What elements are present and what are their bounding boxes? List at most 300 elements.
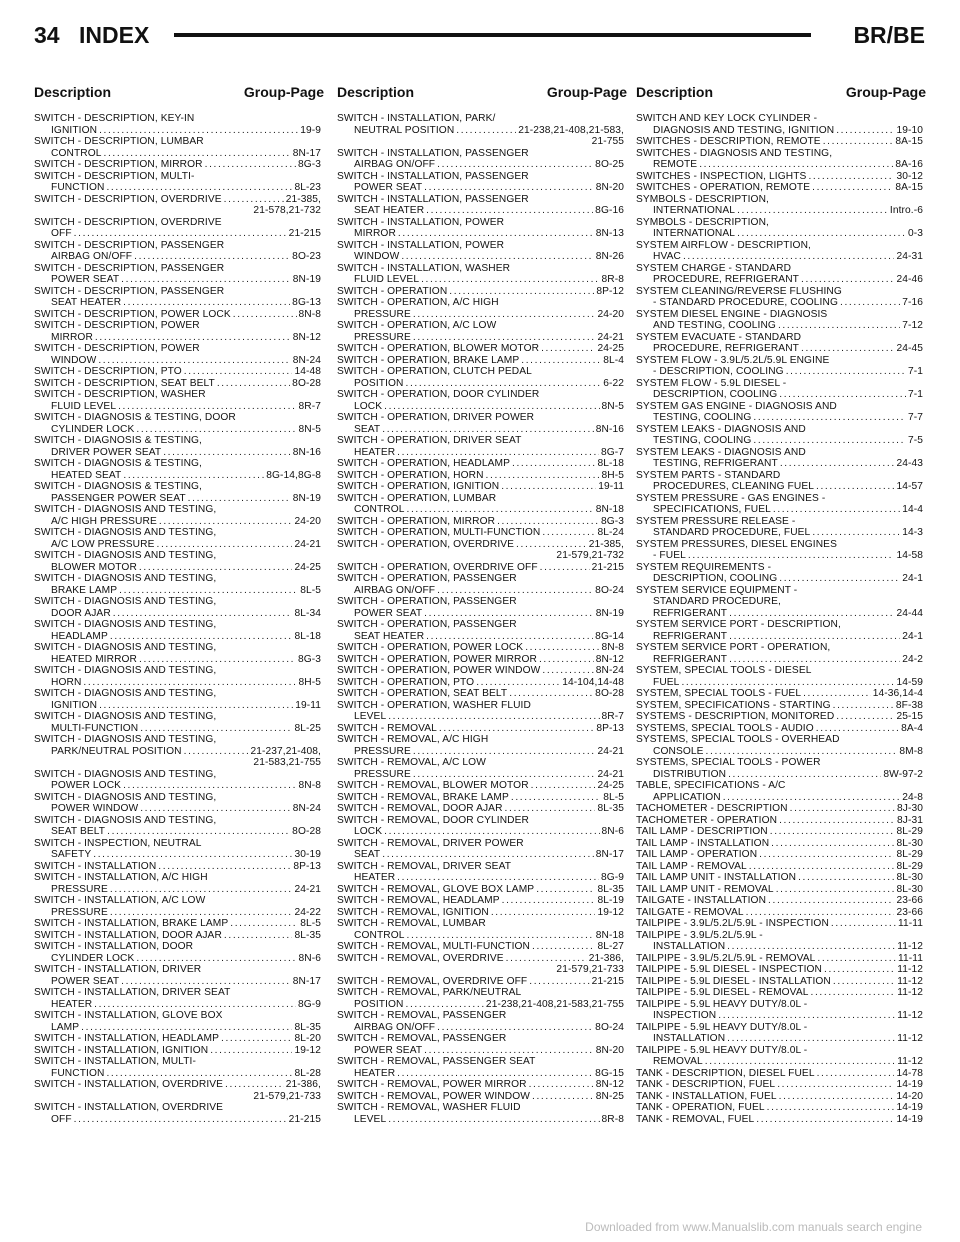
- index-entry: [636, 171, 923, 183]
- group-page-ref: 11-11: [897, 952, 923, 964]
- dot-leader: [210, 1045, 292, 1057]
- group-page-ref: 8N-24: [292, 803, 321, 814]
- dot-leader: [95, 332, 291, 344]
- index-entry: [337, 263, 624, 286]
- group-page-ref: 24-8: [902, 791, 923, 803]
- group-page-ref: 8H-5: [298, 676, 321, 688]
- dot-leader: [136, 953, 296, 965]
- dot-leader: [727, 1033, 895, 1045]
- entry-text: SWITCH - INSTALLATION, IGNITION: [34, 1044, 209, 1056]
- entry-text: SWITCH - DESCRIPTION, LUMBAR: [34, 136, 204, 147]
- entry-text: AIRBAG ON/OFF: [354, 1021, 436, 1033]
- dot-leader: [449, 286, 594, 298]
- dot-leader: [163, 447, 291, 459]
- entry-text: SYSTEM SERVICE EQUIPMENT -: [636, 584, 798, 596]
- entry-text: SWITCH - OPERATION, PASSENGER: [337, 619, 517, 630]
- index-entry: [34, 688, 321, 711]
- group-page-ref: 8R-7: [601, 711, 624, 722]
- group-page-ref: 8G-3: [600, 515, 624, 527]
- entry-text: IGNITION: [51, 124, 98, 136]
- dot-leader: [749, 861, 895, 873]
- group-page-ref: 8O-24: [595, 584, 624, 596]
- group-page-ref: 24-1: [902, 630, 923, 642]
- entry-text: TANK - DESCRIPTION, DIESEL FUEL: [636, 1067, 815, 1079]
- group-page-ref: 11-12: [897, 1056, 923, 1067]
- entry-text: TAILGATE - REMOVAL: [636, 906, 744, 918]
- dot-leader: [401, 251, 593, 263]
- index-entry: [636, 815, 923, 827]
- dot-leader: [506, 953, 587, 965]
- entry-text: SWITCH - REMOVAL, PARK/NEUTRAL: [337, 987, 522, 998]
- index-entry: [34, 159, 321, 171]
- group-page-ref: 11-11: [897, 918, 923, 929]
- entry-text: SWITCH - DIAGNOSIS AND TESTING,: [34, 665, 217, 676]
- dot-leader: [833, 976, 895, 988]
- entry-text: STANDARD PROCEDURE,: [653, 596, 781, 607]
- entry-text: SWITCH - DESCRIPTION, PTO: [34, 366, 182, 377]
- entry-text: LOCK: [354, 400, 383, 412]
- dot-leader: [110, 907, 293, 919]
- dot-leader: [437, 159, 593, 171]
- dot-leader: [140, 803, 291, 815]
- entry-text: SWITCH - DIAGNOSIS AND TESTING,: [34, 711, 217, 722]
- index-entry: [34, 1045, 321, 1057]
- entry-text: SWITCH - REMOVAL, DOOR CYLINDER: [337, 814, 529, 826]
- dot-leader: [505, 803, 596, 815]
- entry-text: TACHOMETER - DESCRIPTION: [636, 803, 788, 814]
- index-entry: [337, 148, 624, 171]
- index-entry: [34, 481, 321, 504]
- dot-leader: [511, 792, 601, 804]
- entry-text: SYSTEM LEAKS - DIAGNOSIS AND: [636, 423, 806, 435]
- index-entry: [337, 815, 624, 838]
- group-page-ref: 19-10: [896, 124, 923, 136]
- index-entry: [34, 1102, 321, 1125]
- group-page-ref: 24-25: [294, 561, 321, 573]
- group-page-ref: 8L-5: [300, 918, 321, 929]
- index-entry: [636, 907, 923, 919]
- dot-leader: [398, 228, 594, 240]
- entry-text: CYLINDER LOCK: [51, 423, 135, 435]
- index-entry: [34, 769, 321, 792]
- group-page-ref: 19-11: [295, 699, 321, 711]
- entry-text: SWITCH - OPERATION, DOOR CYLINDER: [337, 389, 540, 400]
- dot-leader: [221, 1033, 292, 1045]
- entry-text: DESCRIPTION, COOLING: [653, 573, 778, 584]
- dot-leader: [532, 941, 595, 953]
- dot-leader: [810, 987, 895, 999]
- index-entry: [337, 723, 624, 735]
- column-header-2: [337, 82, 627, 102]
- entry-text: SWITCH - OPERATION, PASSENGER: [337, 596, 517, 607]
- entry-text: SWITCHES - DIAGNOSIS AND TESTING,: [636, 147, 833, 159]
- index-entry: [337, 792, 624, 804]
- index-entry: [34, 240, 321, 263]
- dot-leader: [104, 148, 291, 160]
- group-page-ref: 8N-17: [595, 849, 624, 860]
- dot-leader: [123, 297, 290, 309]
- group-page-ref: 8O-28: [292, 377, 321, 389]
- group-page-ref: 8J-31: [897, 814, 923, 826]
- entry-text: SYSTEM REQUIREMENTS -: [636, 561, 772, 573]
- page-title: INDEX: [79, 22, 150, 48]
- index-entry: [337, 389, 624, 412]
- group-page-ref: 14-58: [896, 550, 923, 561]
- entry-text: WINDOW: [51, 354, 97, 366]
- entry-text: - FUEL: [653, 550, 686, 561]
- group-page-ref: 14-4: [902, 504, 923, 515]
- entry-text: SWITCH - OPERATION, POWER LOCK: [337, 642, 524, 653]
- entry-text: SWITCH - DESCRIPTION, POWER: [34, 320, 200, 331]
- group-page-ref: 24-45: [896, 343, 923, 354]
- entry-text: LEVEL: [354, 1113, 387, 1125]
- index-entry: [636, 378, 923, 401]
- entry-text: SYSTEM DIESEL ENGINE - DIAGNOSIS: [636, 308, 828, 320]
- index-entry: [34, 263, 321, 286]
- index-entry: [636, 1022, 923, 1045]
- group-page-ref: 14-3: [902, 527, 923, 538]
- dot-leader: [224, 194, 284, 206]
- dot-leader: [184, 746, 249, 758]
- entry-text: SYSTEMS - DESCRIPTION, MONITORED: [636, 711, 835, 722]
- column-header-3: [636, 82, 926, 102]
- dot-leader: [728, 769, 881, 781]
- group-page-ref: 8L-29: [896, 826, 923, 837]
- dot-leader: [723, 792, 900, 804]
- dot-leader: [812, 182, 893, 194]
- entry-text: SWITCH - OPERATION, BRAKE LAMP: [337, 354, 520, 366]
- entry-text: SYSTEM PARTS - STANDARD: [636, 469, 781, 481]
- group-page-ref: 8G-15: [595, 1067, 624, 1079]
- group-page-ref: 7-16: [902, 297, 923, 308]
- group-page-ref: 8O-28: [292, 826, 321, 837]
- group-page-ref: 8N-19: [595, 607, 624, 619]
- entry-text: SWITCH - OPERATION, LUMBAR: [337, 492, 497, 504]
- entry-text: SWITCH - DESCRIPTION, OVERDRIVE: [34, 193, 222, 205]
- index-entry: [636, 470, 923, 493]
- index-entry: [636, 332, 923, 355]
- entry-text: SYSTEM SERVICE PORT - OPERATION,: [636, 642, 831, 653]
- entry-text: TESTING, REFRIGERANT: [653, 458, 778, 469]
- group-page-ref: 8N-17: [292, 147, 321, 159]
- dot-leader: [107, 826, 290, 838]
- entry-text: SWITCH - OPERATION, MIRROR: [337, 515, 496, 527]
- page-header: [34, 20, 925, 54]
- entry-text: INSTALLATION: [653, 941, 726, 952]
- entry-text: SEAT HEATER: [51, 297, 122, 308]
- entry-text: SWITCH - REMOVAL, POWER WINDOW: [337, 1090, 530, 1102]
- group-page-ref: 8N-19: [292, 274, 321, 285]
- entry-text: SPECIFICATIONS, FUEL: [653, 504, 771, 515]
- index-entry: [337, 320, 624, 343]
- entry-text: SWITCH - REMOVAL, POWER MIRROR: [337, 1079, 527, 1090]
- dot-leader: [139, 654, 296, 666]
- index-entry: [34, 838, 321, 861]
- entry-text: TAIL LAMP UNIT - INSTALLATION: [636, 872, 797, 883]
- group-page-ref: 8G-14: [595, 630, 624, 642]
- group-page-ref: 21-215: [288, 1113, 321, 1125]
- group-page-ref: 8G-14,8G-8: [266, 469, 321, 481]
- entry-text: OFF: [51, 1113, 72, 1125]
- column-header-1: [34, 82, 324, 102]
- dot-leader: [421, 274, 599, 286]
- group-page-ref: 8L-4: [603, 354, 624, 366]
- entry-text: SYSTEM GAS ENGINE - DIAGNOSIS AND: [636, 400, 837, 412]
- index-entry: [337, 654, 624, 666]
- index-column-2: [337, 113, 624, 1125]
- dot-leader: [780, 458, 895, 470]
- group-page-ref: 21-386,: [285, 1079, 321, 1090]
- entry-text: SWITCH - DESCRIPTION, KEY-IN: [34, 113, 195, 124]
- group-page-ref: 8A-16: [895, 159, 923, 170]
- dot-leader: [541, 343, 595, 355]
- dot-leader: [778, 320, 900, 332]
- index-entry: [337, 171, 624, 194]
- entry-text: DIAGNOSIS AND TESTING, IGNITION: [653, 124, 835, 136]
- group-page-ref: 8N-16: [595, 423, 624, 435]
- dot-leader: [729, 654, 900, 666]
- index-entry: [337, 286, 624, 298]
- dot-leader: [397, 872, 599, 884]
- group-page-ref: 8L-30: [896, 872, 923, 883]
- entry-text: SWITCH - OPERATION, HEADLAMP: [337, 458, 510, 469]
- entry-text: SYSTEM FLOW - 5.9L DIESEL -: [636, 377, 787, 389]
- index-entry: [34, 861, 321, 873]
- entry-text: SWITCH - OPERATION, DRIVER POWER: [337, 412, 535, 423]
- entry-text: PRESSURE: [51, 906, 108, 918]
- index-entry: [636, 780, 923, 803]
- index-entry: [337, 642, 624, 654]
- entry-text: SWITCHES - DESCRIPTION, REMOTE: [636, 136, 821, 147]
- entry-text: TAILPIPE - 3.9L/5.2L/5.9L - INSPECTION: [636, 918, 829, 929]
- index-entry: [337, 470, 624, 482]
- index-entry: [636, 688, 923, 700]
- dot-leader: [382, 424, 593, 436]
- entry-text: PROCEDURE, REFRIGERANT: [653, 274, 799, 285]
- model-code: BR/BE: [853, 22, 925, 48]
- entry-text: SWITCH - DIAGNOSIS AND TESTING,: [34, 550, 217, 561]
- entry-text: PRESSURE: [354, 331, 411, 343]
- dot-leader: [525, 642, 599, 654]
- group-page-ref: Intro.-6: [889, 205, 923, 216]
- entry-text: LAMP: [51, 1021, 80, 1033]
- index-entry: [337, 366, 624, 389]
- entry-text: A/C HIGH PRESSURE: [51, 515, 157, 527]
- group-page-ref: 8L-29: [896, 860, 923, 872]
- entry-text: APPLICATION: [653, 791, 721, 803]
- dot-leader: [81, 1022, 292, 1034]
- dot-leader: [158, 861, 291, 873]
- group-page-ref: 8L-23: [294, 182, 321, 193]
- dot-leader: [727, 941, 895, 953]
- group-page-ref: 8N-5: [601, 400, 624, 412]
- entry-text: SWITCH - OPERATION: [337, 285, 448, 297]
- group-page-ref: 21-215: [288, 228, 321, 239]
- index-entry: [636, 217, 923, 240]
- dot-leader: [388, 1114, 599, 1126]
- group-page-ref: 8L-18: [294, 630, 321, 642]
- entry-text: PRESSURE: [354, 745, 411, 757]
- dot-leader: [118, 401, 296, 413]
- entry-text: SWITCH - OPERATION, MULTI-FUNCTION: [337, 527, 541, 538]
- index-entry: [337, 884, 624, 896]
- group-page-ref: 24-21: [597, 331, 624, 343]
- entry-text: SWITCH - INSTALLATION: [34, 860, 157, 872]
- dot-leader: [746, 907, 895, 919]
- dot-leader: [159, 516, 293, 528]
- entry-text: SYSTEM FLOW - 3.9L/5.2L/5.9L ENGINE: [636, 354, 830, 366]
- group-page-ref: 19-12: [597, 906, 624, 918]
- dot-leader: [773, 504, 900, 516]
- group-page-ref: 23-66: [896, 895, 923, 906]
- dot-leader: [824, 964, 895, 976]
- entry-text: SWITCH - DIAGNOSIS & TESTING,: [34, 435, 202, 446]
- entry-text: SWITCH - OPERATION, HORN: [337, 469, 484, 481]
- group-page-ref: 8O-24: [595, 1021, 624, 1033]
- entry-text: SWITCH - DIAGNOSIS & TESTING,: [34, 458, 202, 469]
- dot-leader: [808, 171, 894, 183]
- index-entry: [337, 527, 624, 539]
- entry-text: SWITCH - OPERATION, PASSENGER: [337, 573, 517, 584]
- group-page-ref: 8N-24: [292, 354, 321, 366]
- group-page-ref: 8N-24: [595, 665, 624, 676]
- group-page-ref: 21-386,: [588, 952, 624, 964]
- dot-leader: [536, 884, 595, 896]
- entry-text: TAIL LAMP - REMOVAL: [636, 860, 747, 872]
- index-entry: [337, 1056, 624, 1079]
- index-entry: [337, 803, 624, 815]
- group-page-ref: 8L-19: [597, 895, 624, 906]
- entry-text: SWITCH - DIAGNOSIS & TESTING,: [34, 481, 202, 492]
- group-page-ref-continued: 21-579,21-732: [556, 550, 624, 561]
- dot-leader: [688, 550, 895, 562]
- group-page-ref: 8G-7: [600, 446, 624, 458]
- dot-leader: [767, 1102, 895, 1114]
- entry-text: SYSTEMS, SPECIAL TOOLS - OVERHEAD: [636, 734, 840, 745]
- entry-text: POWER LOCK: [51, 780, 122, 791]
- index-entry: [337, 734, 624, 757]
- entry-text: CONTROL: [51, 147, 102, 159]
- group-page-ref: 8L-25: [294, 722, 321, 734]
- index-column-3: [636, 113, 923, 1125]
- group-page-ref: 14-57: [896, 481, 923, 492]
- dot-leader: [397, 447, 599, 459]
- index-entry: [34, 136, 321, 159]
- index-entry: [636, 700, 923, 712]
- entry-text: REMOVAL: [653, 1056, 703, 1067]
- group-page-ref: 8N-20: [595, 182, 624, 193]
- entry-text: STANDARD PROCEDURE, FUEL: [653, 527, 811, 538]
- index-entry: [636, 838, 923, 850]
- entry-text: SEAT: [354, 849, 381, 860]
- dot-leader: [139, 562, 293, 574]
- group-page-ref: 21-238,21-408,21-583,: [518, 124, 624, 136]
- index-entry: [636, 355, 923, 378]
- entry-text: INTERNATIONAL: [653, 228, 736, 239]
- entry-text: HEATED SEAT: [51, 469, 122, 481]
- entry-text: SYSTEM AIRFLOW - DESCRIPTION,: [636, 239, 811, 251]
- index-entry: [34, 1056, 321, 1079]
- entry-text: AIRBAG ON/OFF: [354, 584, 436, 596]
- dot-leader: [729, 608, 894, 620]
- entry-text: SWITCH - REMOVAL, OVERDRIVE OFF: [337, 975, 528, 987]
- entry-text: SEAT: [354, 423, 381, 435]
- group-page-ref: 7-1: [907, 389, 923, 400]
- entry-text: SWITCH - INSTALLATION, PASSENGER: [337, 147, 529, 159]
- dot-leader: [74, 228, 287, 240]
- entry-text: SWITCH - INSTALLATION, A/C LOW: [34, 895, 206, 906]
- dot-leader: [768, 895, 894, 907]
- index-entry: [337, 757, 624, 780]
- index-entry: [337, 113, 624, 148]
- dot-leader: [486, 470, 600, 482]
- entry-text: TAIL LAMP - DESCRIPTION: [636, 826, 768, 837]
- group-page-ref: 8O-28: [595, 688, 624, 699]
- group-page-ref: 8L-35: [294, 929, 321, 941]
- group-page-ref: 11-12: [897, 987, 923, 998]
- dot-leader: [501, 481, 596, 493]
- index-entry: [34, 389, 321, 412]
- entry-text: TACHOMETER - OPERATION: [636, 814, 778, 826]
- index-entry: [636, 447, 923, 470]
- dot-leader: [705, 1056, 895, 1068]
- entry-text: SWITCHES - OPERATION, REMOTE: [636, 182, 811, 193]
- dot-leader: [94, 999, 296, 1011]
- entry-text: SWITCH - OPERATION, DRIVER SEAT: [337, 435, 522, 446]
- dot-leader: [786, 366, 906, 378]
- entry-text: SWITCH - INSTALLATION, WASHER: [337, 262, 511, 274]
- entry-text: SWITCH - INSPECTION, NEUTRAL: [34, 837, 202, 849]
- dot-leader: [476, 677, 560, 689]
- group-page-ref: 8N-18: [595, 929, 624, 941]
- entry-text: SWITCH - REMOVAL, OVERDRIVE: [337, 952, 504, 964]
- entry-text: SWITCH - REMOVAL, HEADLAMP: [337, 895, 500, 906]
- entry-text: HEATER: [354, 872, 396, 883]
- dot-leader: [225, 1079, 284, 1091]
- group-page-ref: 8L-29: [896, 849, 923, 860]
- dot-leader: [770, 826, 895, 838]
- index-entry: [34, 366, 321, 378]
- index-entry: [34, 286, 321, 309]
- entry-text: SWITCH - DIAGNOSIS AND TESTING,: [34, 619, 217, 630]
- index-entry: [337, 297, 624, 320]
- dot-leader: [681, 677, 894, 689]
- group-page-ref: 7-7: [907, 412, 923, 423]
- dot-leader: [737, 228, 906, 240]
- entry-text: REFRIGERANT: [653, 607, 728, 619]
- group-page-ref: 8F-38: [895, 699, 923, 711]
- index-entry: [34, 734, 321, 769]
- dot-leader: [516, 539, 587, 551]
- group-page-ref: 24-46: [896, 274, 923, 285]
- group-page-ref: 8L-30: [896, 883, 923, 895]
- index-entry: [34, 435, 321, 458]
- entry-text: TANK - INSTALLATION, FUEL: [636, 1090, 777, 1102]
- index-entry: [34, 309, 321, 321]
- index-entry: [636, 861, 923, 873]
- dot-leader: [779, 815, 895, 827]
- entry-text: SWITCH - DESCRIPTION, PASSENGER: [34, 285, 225, 297]
- group-page-ref: 8N-8: [298, 308, 321, 320]
- group-page-ref: 8N-8: [601, 642, 624, 653]
- group-page-ref: 0-3: [907, 228, 923, 239]
- group-page-ref: 8G-9: [600, 872, 624, 883]
- index-entry: [337, 918, 624, 941]
- group-page-ref: 14-19: [896, 1102, 923, 1113]
- entry-text: CONTROL: [354, 929, 405, 941]
- index-entry: [636, 665, 923, 688]
- entry-text: SWITCH - INSTALLATION, DRIVER SEAT: [34, 987, 231, 998]
